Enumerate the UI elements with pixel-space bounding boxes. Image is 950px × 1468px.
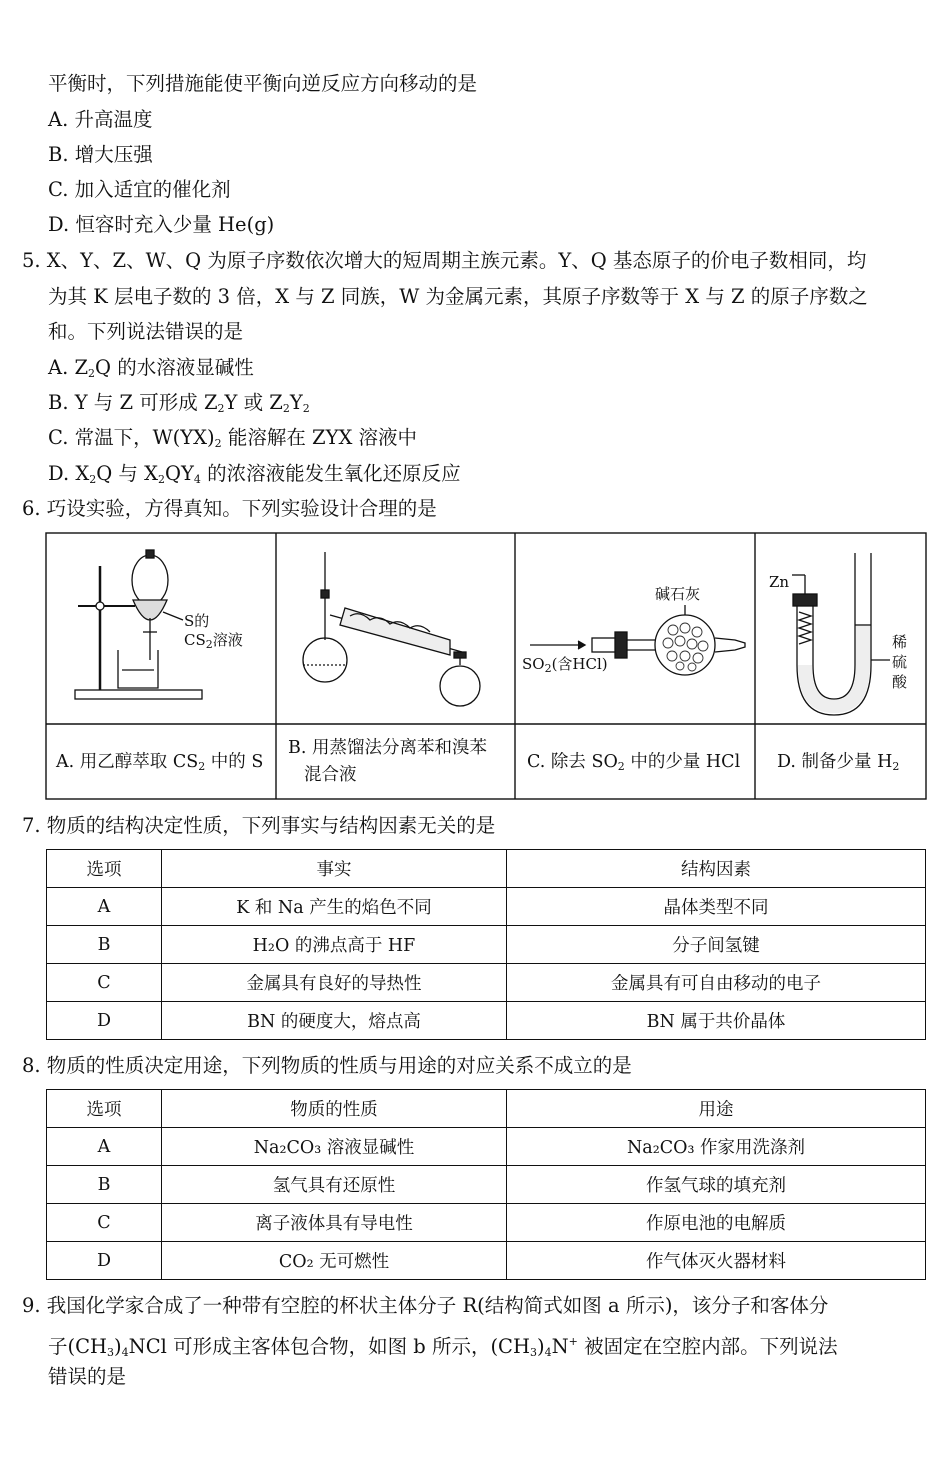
q7-table xyxy=(46,849,926,1040)
q6-choice-a: A. 用乙醇萃取 $CS_2$ 中的 S xyxy=(56,752,264,773)
q5-option-c: C. 常温下，$W(YX)_2$ 能溶解在 ZYX 溶液中 xyxy=(48,426,418,450)
q8-table xyxy=(46,1089,926,1280)
table-cell: H₂O 的沸点高于 HF xyxy=(162,926,507,964)
u-tube-figure xyxy=(792,553,890,715)
table-cell: K 和 Na 产生的焰色不同 xyxy=(162,888,507,926)
fig-d-label-zn: Zn xyxy=(769,573,790,591)
q4-stem-continuation: 平衡时，下列措施能使平衡向逆反应方向移动的是 xyxy=(48,72,478,95)
table-header: 结构因素 xyxy=(507,850,926,888)
q9-stem-line1: 9. 我国化学家合成了一种带有空腔的杯状主体分子 R(结构简式如图 a 所示)，该分子和客体分 xyxy=(22,1294,829,1317)
table-cell: D xyxy=(47,1242,162,1280)
table-cell: BN 的硬度大，熔点高 xyxy=(162,1002,507,1040)
table-row xyxy=(47,964,926,1002)
table-cell: C xyxy=(47,964,162,1002)
table-cell: 离子液体具有导电性 xyxy=(162,1204,507,1242)
q6-stem: 6. 巧设实验，方得真知。下列实验设计合理的是 xyxy=(22,497,437,520)
q5-stem-line2: 为其 K 层电子数的 3 倍，X 与 Z 同族，W 为金属元素，其原子序数等于 X 与 Z 的原子序数之 xyxy=(48,285,868,308)
q6-choice-c: C. 除去 $SO_2$ 中的少量 HCl xyxy=(527,752,741,773)
fig-a-label-cs2: $CS_2$溶液 xyxy=(184,631,243,651)
q4-option-b: B. 增大压强 xyxy=(48,143,153,166)
table-cell: BN 属于共价晶体 xyxy=(507,1002,926,1040)
separatory-funnel-figure xyxy=(75,550,202,699)
q5-option-a: A. $Z_2Q$ 的水溶液显碱性 xyxy=(48,356,254,380)
table-cell: 作气体灭火器材料 xyxy=(507,1242,926,1280)
table-header-row xyxy=(47,1090,926,1128)
table-row xyxy=(47,1204,926,1242)
fig-a-label-s: S的 xyxy=(184,612,210,630)
table-row xyxy=(47,926,926,964)
table-header: 物质的性质 xyxy=(162,1090,507,1128)
q4-option-a: A. 升高温度 xyxy=(48,108,153,131)
fig-c-label-sodalime: 碱石灰 xyxy=(655,585,701,603)
table-row xyxy=(47,888,926,926)
q5-option-b: B. Y 与 Z 可形成 $Z_2Y$ 或 $Z_2Y_2$ xyxy=(48,391,310,415)
q7-stem: 7. 物质的结构决定性质，下列事实与结构因素无关的是 xyxy=(22,814,496,837)
table-header: 选项 xyxy=(47,1090,162,1128)
table-cell: 分子间氢键 xyxy=(507,926,926,964)
table-cell: D xyxy=(47,1002,162,1040)
table-header: 用途 xyxy=(507,1090,926,1128)
q4-option-c: C. 加入适宜的催化剂 xyxy=(48,178,231,201)
table-row xyxy=(47,1128,926,1166)
table-header-row xyxy=(47,850,926,888)
table-cell: 金属具有可自由移动的电子 xyxy=(507,964,926,1002)
q9-stem-line2: 子$(CH_3)_4NCl$ 可形成主客体包合物，如图 b 所示，$(CH_3)_4N^+$ 被固定在空腔内部。下列说法 xyxy=(48,1335,838,1359)
table-row xyxy=(47,1002,926,1040)
distillation-figure xyxy=(303,552,480,706)
q6-choice-b-line2: 混合液 xyxy=(304,765,357,785)
q9-stem-line3: 错误的是 xyxy=(48,1365,127,1388)
table-cell: 作氢气球的填充剂 xyxy=(507,1166,926,1204)
table-cell: Na₂CO₃ 作家用洗涤剂 xyxy=(507,1128,926,1166)
table-cell: 金属具有良好的导热性 xyxy=(162,964,507,1002)
table-cell: Na₂CO₃ 溶液显碱性 xyxy=(162,1128,507,1166)
table-cell: 作原电池的电解质 xyxy=(507,1204,926,1242)
table-cell: B xyxy=(47,926,162,964)
table-cell: 晶体类型不同 xyxy=(507,888,926,926)
table-row xyxy=(47,1242,926,1280)
q8-stem: 8. 物质的性质决定用途，下列物质的性质与用途的对应关系不成立的是 xyxy=(22,1054,632,1077)
table-cell: C xyxy=(47,1204,162,1242)
table-cell: A xyxy=(47,1128,162,1166)
table-row xyxy=(47,1166,926,1204)
table-header: 选项 xyxy=(47,850,162,888)
q5-option-d: D. $X_2Q$ 与 $X_2QY_4$ 的浓溶液能发生氧化还原反应 xyxy=(48,462,461,486)
table-cell: CO₂ 无可燃性 xyxy=(162,1242,507,1280)
table-cell: 氢气具有还原性 xyxy=(162,1166,507,1204)
table-cell: B xyxy=(47,1166,162,1204)
q4-option-d: D. 恒容时充入少量 He(g) xyxy=(48,213,275,236)
q5-stem-line3: 和。下列说法错误的是 xyxy=(48,320,244,343)
q6-choice-d: D. 制备少量 $H_2$ xyxy=(777,752,900,773)
fig-c-label-gas: $SO_2$(含HCl) xyxy=(522,655,608,675)
table-header: 事实 xyxy=(162,850,507,888)
fig-d-label-acid: 稀 硫 酸 xyxy=(892,633,908,691)
q5-stem-line1: 5. X、Y、Z、W、Q 为原子序数依次增大的短周期主族元素。Y、Q 基态原子的价电子数相同，均 xyxy=(22,249,867,272)
table-cell: A xyxy=(47,888,162,926)
q6-choice-b-line1: B. 用蒸馏法分离苯和溴苯 xyxy=(288,738,487,758)
